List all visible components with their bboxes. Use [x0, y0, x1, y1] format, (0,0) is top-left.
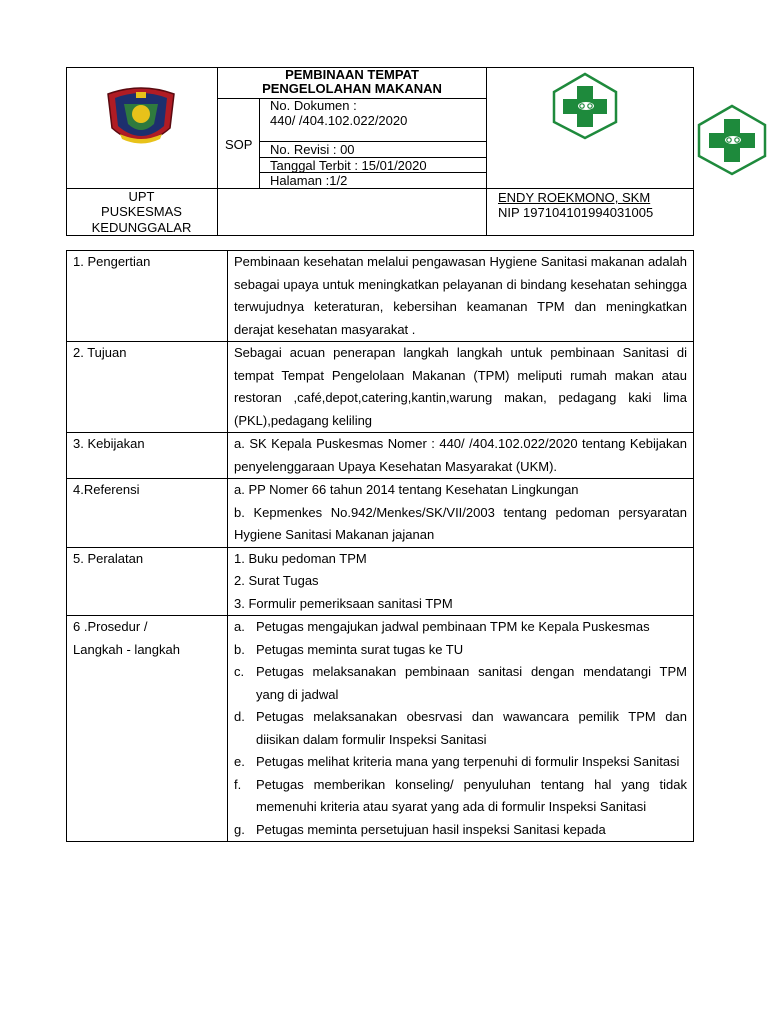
step-text: Petugas memberikan konseling/ penyuluhan tentang hal yang tidak memenuhi kriteria atau syarat yang ada di formulir Inspeksi Sanitasi [256, 776, 687, 814]
no-dokumen-label: No. Dokumen : [270, 98, 357, 113]
label-tujuan: 2. Tujuan [67, 342, 228, 433]
peralatan-item: 1. Buku pedoman TPM [234, 550, 367, 566]
peralatan-item: 2. Surat Tugas [234, 573, 319, 588]
row-referensi [67, 479, 694, 548]
step-letter: a. [234, 619, 245, 634]
org-line3: KEDUNGGALAR [91, 220, 192, 235]
org-line2: PUSKESMAS [101, 204, 182, 219]
no-revisi: No. Revisi : 00 [270, 142, 355, 157]
label-prosedur-line1: 6 .Prosedur / [73, 619, 148, 634]
puskesmas-cross-icon-outer [697, 104, 767, 176]
signer-name: ENDY ROEKMONO, SKM [498, 190, 651, 205]
document-title-line1: PEMBINAAN TEMPAT [285, 67, 419, 82]
row-pengertian [67, 251, 694, 342]
label-peralatan: 5. Peralatan [67, 547, 228, 616]
prosedur-steps [228, 616, 694, 842]
halaman: Halaman :1/2 [270, 173, 348, 188]
label-pengertian: 1. Pengertian [67, 251, 228, 342]
label-referensi: 4.Referensi [67, 479, 228, 548]
text-pengertian: Pembinaan kesehatan melalui pengawasan Hygiene Sanitasi makanan adalah sebagai upaya untuk meningkatkan pelayanan di bindang kesehatan sehingga terwujudnya keteraturan, kebersihan keamanan TPM dan meningkatkan derajat kesehatan masyarakat . [228, 251, 694, 342]
step-letter: c. [234, 664, 245, 679]
peralatan-item: 3. Formulir pemeriksaan sanitasi TPM [234, 595, 453, 611]
puskesmas-cross-icon [550, 72, 620, 140]
row-kebijakan [67, 433, 694, 479]
org-line1: UPT [128, 189, 155, 204]
step-letter: b. [234, 641, 245, 657]
regional-emblem-icon [106, 84, 176, 150]
row-tujuan [67, 342, 694, 433]
peralatan-list [228, 547, 694, 616]
prosedur-step [234, 661, 687, 706]
prosedur-step [234, 616, 687, 639]
step-text: Petugas meminta surat tugas ke TU [256, 641, 464, 657]
prosedur-step [234, 751, 687, 774]
document-title-line2: PENGELOLAHAN MAKANAN [262, 81, 442, 96]
step-text: Petugas meminta persetujuan hasil inspeksi Sanitasi kepada [256, 821, 606, 837]
step-text: Petugas melaksanakan pembinaan sanitasi dengan mendatangi TPM yang di jadwal [256, 664, 687, 702]
sop-content-table [66, 250, 694, 842]
prosedur-step [234, 706, 687, 751]
signer-nip: NIP 197104101994031005 [498, 205, 654, 220]
tanggal-terbit: Tanggal Terbit : 15/01/2020 [270, 158, 427, 173]
header-divider-sop [259, 98, 260, 188]
step-text: Petugas melihat kriteria mana yang terpenuhi di formulir Inspeksi Sanitasi [256, 754, 680, 769]
label-prosedur [67, 616, 228, 842]
referensi-content [228, 479, 694, 548]
no-dokumen-value: 440/ /404.102.022/2020 [270, 113, 408, 128]
label-kebijakan: 3. Kebijakan [67, 433, 228, 479]
prosedur-step [234, 774, 687, 819]
step-letter: g. [234, 821, 245, 837]
row-prosedur [67, 616, 694, 842]
step-letter: e. [234, 754, 245, 769]
step-text: Petugas mengajukan jadwal pembinaan TPM ke Kepala Puskesmas [256, 619, 650, 634]
prosedur-step [234, 819, 687, 842]
header-divider-right [486, 67, 487, 236]
label-prosedur-line2: Langkah - langkah [73, 641, 180, 657]
step-text: Petugas melaksanakan obesrvasi dan wawancara pemilik TPM dan diisikan dalam formulir Inspeksi Sanitasi [256, 709, 687, 747]
referensi-item-b: b. Kepmenkes No.942/Menkes/SK/VII/2003 tentang pedoman persyaratan Hygiene Sanitasi Makanan jajanan [234, 504, 687, 542]
text-kebijakan: a. SK Kepala Puskesmas Nomer : 440/ /404.102.022/2020 tentang Kebijakan penyelenggaraan Upaya Kesehatan Masyarakat (UKM). [228, 433, 694, 479]
step-letter: f. [234, 776, 242, 792]
row-peralatan [67, 547, 694, 616]
referensi-item-a: a. PP Nomer 66 tahun 2014 tentang Kesehatan Lingkungan [234, 482, 579, 497]
step-letter: d. [234, 709, 245, 724]
sop-label: SOP [225, 137, 253, 152]
prosedur-step [234, 639, 687, 662]
text-tujuan: Sebagai acuan penerapan langkah langkah untuk pembinaan Sanitasi di tempat Tempat Pengelolaan Makanan (TPM) meliputi rumah makan atau restoran ,café,depot,catering,kantin,warung makan, pedagang kaki lima (PKL),pedagang keliling [228, 342, 694, 433]
